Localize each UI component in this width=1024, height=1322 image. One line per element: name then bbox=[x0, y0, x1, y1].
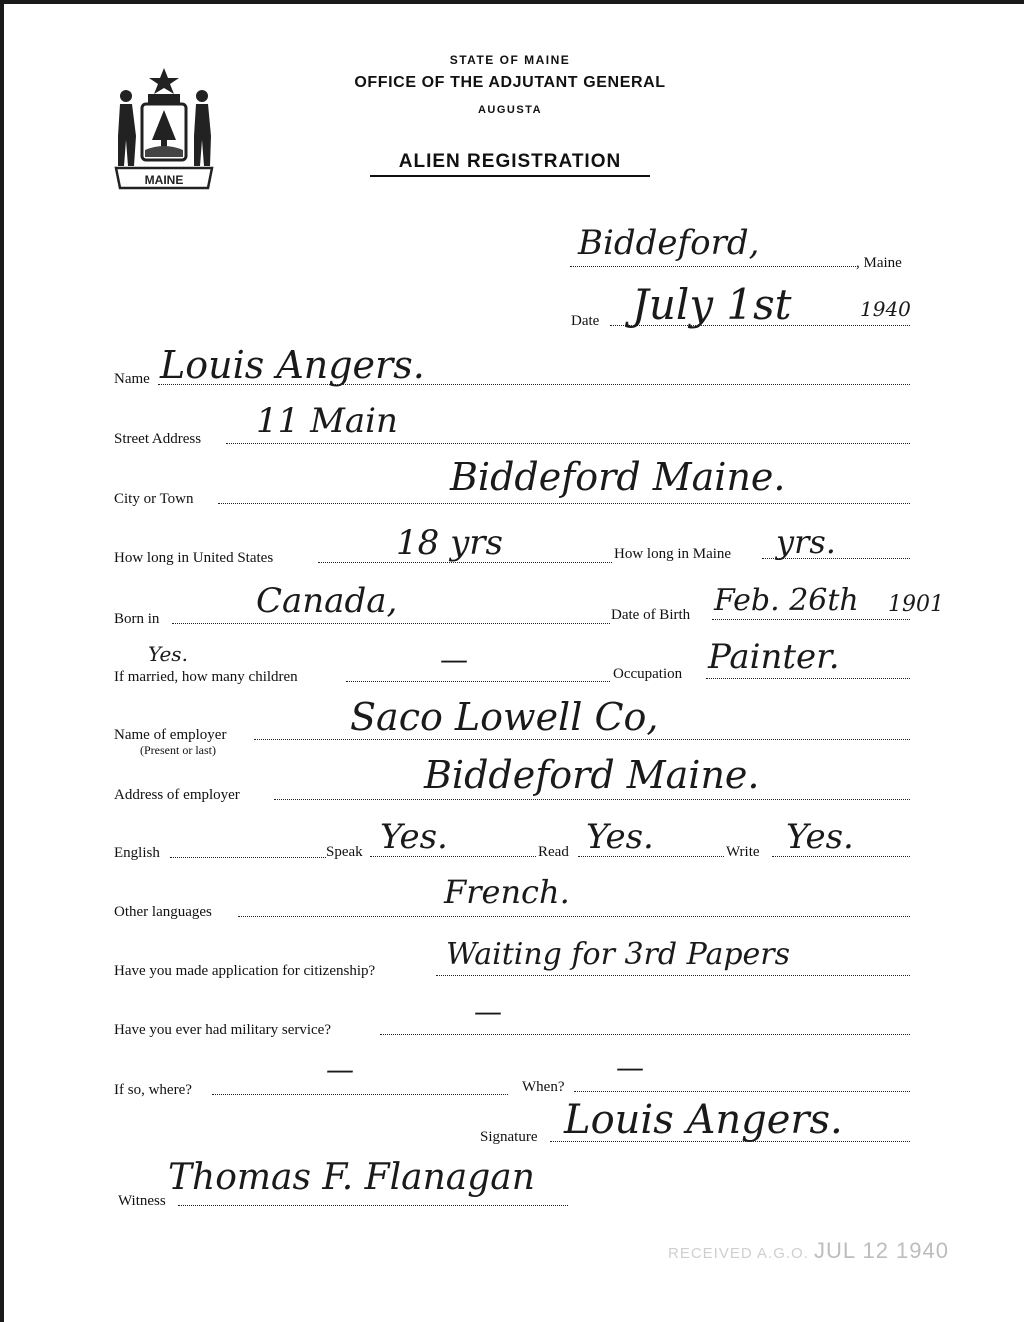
citizenship-line bbox=[436, 975, 910, 976]
header-state: STATE OF MAINE bbox=[449, 53, 571, 67]
english-line bbox=[170, 857, 326, 858]
born-in-value: Canada, bbox=[256, 581, 398, 621]
witness-value: Thomas F. Flanagan bbox=[168, 1157, 535, 1198]
citizenship-value: Waiting for 3rd Papers bbox=[446, 937, 791, 972]
write-label: Write bbox=[726, 844, 760, 860]
occupation-value: Painter. bbox=[708, 637, 840, 677]
received-stamp bbox=[668, 1238, 949, 1264]
read-label: Read bbox=[538, 844, 569, 860]
witness-line bbox=[178, 1205, 568, 1206]
street-address-label: Street Address bbox=[114, 431, 202, 447]
employer-address-value: Biddeford Maine. bbox=[424, 753, 760, 797]
married-value: — bbox=[440, 643, 468, 676]
occupation-label: Occupation bbox=[613, 666, 683, 682]
english-label: English bbox=[114, 845, 160, 861]
signature-value: Louis Angers. bbox=[564, 1097, 843, 1143]
other-languages-value: French. bbox=[444, 873, 570, 911]
read-value: Yes. bbox=[586, 817, 654, 857]
date-of-birth-label: Date of Birth bbox=[611, 607, 691, 623]
how-long-us-value: 18 yrs bbox=[396, 523, 503, 563]
street-address-line bbox=[226, 443, 910, 444]
other-languages-line bbox=[238, 916, 910, 917]
where-label: If so, where? bbox=[114, 1082, 192, 1098]
place-line bbox=[570, 266, 856, 267]
where-line bbox=[212, 1094, 508, 1095]
married-line bbox=[346, 681, 610, 682]
born-in-label: Born in bbox=[114, 611, 160, 627]
scan-border-left bbox=[0, 0, 4, 1322]
military-value: — bbox=[474, 995, 502, 1028]
employer-address-line bbox=[274, 799, 910, 800]
speak-value: Yes. bbox=[380, 817, 448, 857]
witness-label: Witness bbox=[118, 1193, 166, 1209]
city-label: City or Town bbox=[114, 491, 194, 507]
date-label: Date bbox=[571, 313, 600, 329]
how-long-us-label: How long in United States bbox=[114, 550, 274, 566]
where-value: — bbox=[326, 1053, 354, 1086]
employer-value: Saco Lowell Co, bbox=[350, 695, 659, 739]
employer-label: Name of employer bbox=[114, 727, 227, 743]
date-of-birth-value: Feb. 26th bbox=[714, 583, 859, 618]
date-of-birth-line bbox=[712, 619, 910, 620]
street-address-value: 11 Main bbox=[256, 401, 398, 441]
received-stamp-text: RECEIVED A.G.O. bbox=[668, 1245, 809, 1262]
date-value: July 1st bbox=[632, 280, 792, 329]
how-long-maine-label: How long in Maine bbox=[614, 546, 732, 562]
born-in-line bbox=[172, 623, 610, 624]
name-value: Louis Angers. bbox=[160, 343, 425, 387]
header-city: AUGUSTA bbox=[477, 104, 543, 116]
married-label: If married, how many children bbox=[114, 669, 298, 685]
speak-label: Speak bbox=[326, 844, 363, 860]
how-long-maine-value: yrs. bbox=[776, 523, 836, 561]
received-stamp-date: JUL 12 1940 bbox=[814, 1238, 949, 1263]
occupation-line bbox=[706, 678, 910, 679]
svg-text:MAINE: MAINE bbox=[144, 173, 184, 187]
date-year: 1940 bbox=[860, 297, 911, 321]
place-value: Biddeford, bbox=[578, 223, 760, 263]
name-label: Name bbox=[114, 371, 150, 387]
header-office: OFFICE OF THE ADJUTANT GENERAL bbox=[354, 74, 666, 91]
scan-border-top bbox=[0, 0, 1024, 4]
married-annotation: Yes. bbox=[148, 642, 188, 666]
write-value: Yes. bbox=[786, 817, 854, 857]
other-languages-label: Other languages bbox=[114, 904, 212, 920]
military-line bbox=[380, 1034, 910, 1035]
signature-label: Signature bbox=[480, 1129, 538, 1145]
when-line bbox=[574, 1091, 910, 1092]
date-of-birth-year: 1901 bbox=[888, 592, 944, 617]
place-suffix-label: , Maine bbox=[856, 255, 902, 271]
form-title: ALIEN REGISTRATION bbox=[398, 151, 622, 172]
employer-address-label: Address of employer bbox=[114, 787, 240, 803]
city-line bbox=[218, 503, 910, 504]
military-label: Have you ever had military service? bbox=[114, 1022, 331, 1038]
citizenship-label: Have you made application for citizenship? bbox=[114, 963, 376, 979]
when-value: — bbox=[616, 1051, 644, 1084]
title-underline bbox=[370, 175, 650, 177]
when-label: When? bbox=[522, 1079, 565, 1095]
employer-sublabel: (Present or last) bbox=[140, 743, 216, 757]
employer-line bbox=[254, 739, 910, 740]
city-value: Biddeford Maine. bbox=[450, 455, 786, 499]
